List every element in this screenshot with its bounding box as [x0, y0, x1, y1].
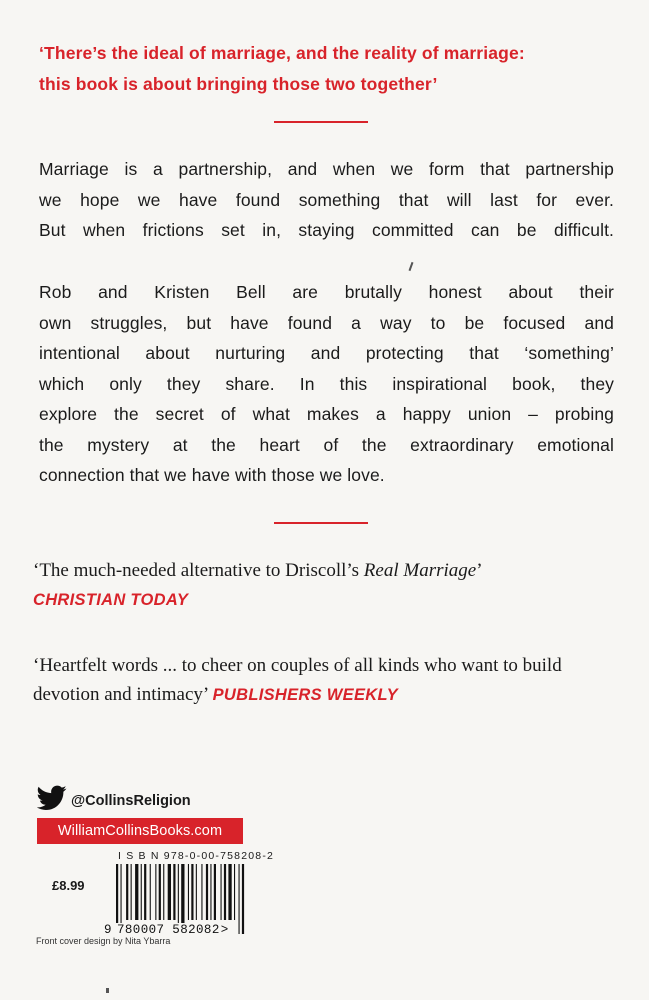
barcode-bar: [210, 864, 211, 920]
blurb-line: Marriage is a partnership, and when we form that partnership: [39, 159, 614, 179]
blurb-line: own struggles, but have found a way to be focused and: [39, 312, 614, 333]
review-1-book-title: Real Marriage: [363, 560, 477, 581]
blurb-line: Rob and Kristen Bell are brutally honest about their: [39, 282, 614, 302]
barcode-bar: [214, 864, 216, 920]
review-1: [33, 556, 633, 615]
blurb-line: we hope we have found something that will last for ever.: [39, 189, 614, 210]
website-link[interactable]: WilliamCollinsBooks.com: [37, 818, 243, 844]
barcode-bar: [163, 864, 164, 920]
review-2-source: PUBLISHERS WEEKLY: [212, 686, 398, 704]
barcode-bar: [131, 864, 132, 920]
price-label: £8.99: [52, 878, 85, 893]
review-1-source: CHRISTIAN TODAY: [33, 591, 189, 609]
barcode-bar: [234, 864, 235, 920]
barcode-bar: [173, 864, 175, 920]
print-speck: [106, 988, 109, 993]
tagline-line-1: ‘There’s the ideal of marriage, and the reality of marriage:: [39, 43, 525, 63]
twitter-bird-icon: [37, 785, 67, 816]
blurb-line: which only they share. In this inspirational book, they: [39, 373, 614, 394]
tagline-line-2: this book is about bringing those two together’: [39, 74, 438, 94]
blurb-line: explore the secret of what makes a happy union – probing: [39, 404, 614, 424]
review-2-line-1: ‘Heartfelt words ... to cheer on couples of all kinds who want to build: [33, 655, 562, 676]
barcode-first-digit: 9: [104, 923, 112, 937]
barcode-main-digits: 780007 582082: [117, 923, 220, 937]
barcode-bar: [196, 864, 197, 920]
barcode-bar: [188, 864, 189, 920]
review-1-text: ‘The much-needed alternative to Driscoll’s: [33, 560, 364, 581]
barcode-digits: [104, 917, 266, 937]
barcode-bar: [201, 864, 202, 920]
red-divider-bottom: [274, 522, 368, 524]
review-2: [33, 651, 633, 710]
barcode-bar: [221, 864, 222, 920]
barcode-bar: [206, 864, 208, 920]
barcode-bar: [191, 864, 193, 920]
social-row[interactable]: [37, 785, 191, 816]
barcode-bar: [159, 864, 161, 920]
cover-design-credit: Front cover design by Nita Ybarra: [36, 936, 171, 946]
barcode-end-mark: >: [220, 923, 229, 937]
barcode-bar: [135, 864, 138, 920]
barcode-bar: [144, 864, 146, 920]
barcode-bar: [155, 864, 156, 920]
isbn-number: I S B N 978-0-00-758208-2: [118, 850, 275, 862]
barcode-bar: [224, 864, 226, 920]
barcode-bar: [228, 864, 231, 920]
barcode-bar: [150, 864, 151, 920]
blurb-line: But when frictions set in, staying committed can be difficult.: [39, 220, 614, 240]
review-2-line-2: devotion and intimacy’: [33, 684, 213, 705]
red-divider-top: [274, 121, 368, 123]
barcode-bar: [141, 864, 142, 920]
blurb-paragraph-1: [39, 154, 614, 246]
barcode-bar: [168, 864, 171, 920]
blurb-line: intentional about nurturing and protecting that ‘something’: [39, 343, 614, 363]
blurb-line: connection that we have with those we love.: [39, 465, 385, 485]
twitter-handle[interactable]: @CollinsReligion: [71, 792, 191, 809]
review-1-close-quote: ’: [476, 560, 483, 581]
print-speck: [409, 262, 414, 271]
blurb-line: the mystery at the heart of the extraordinary emotional: [39, 434, 614, 455]
barcode-bar: [126, 864, 128, 920]
tagline-quote: [39, 38, 619, 100]
blurb-paragraph-2: [39, 277, 614, 491]
